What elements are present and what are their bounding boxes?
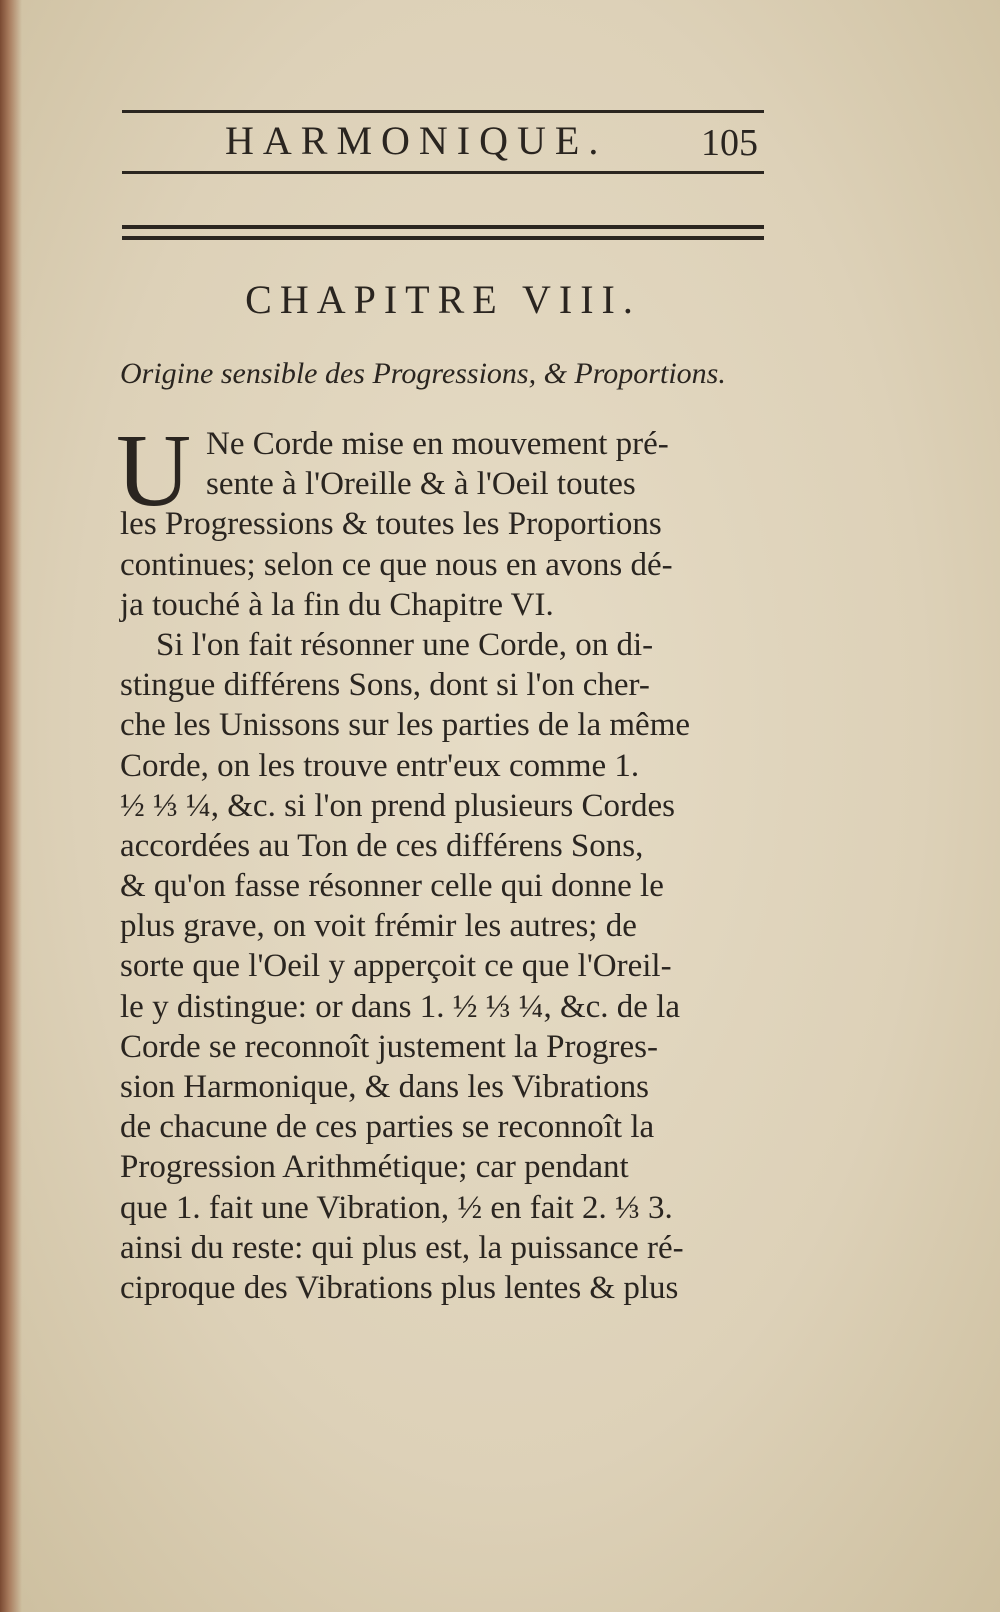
binding-shadow: [0, 0, 22, 1612]
text-line: sorte que l'Oeil y apperçoit ce que l'Oreil-: [120, 948, 672, 985]
text-line: continues; selon ce que nous en avons dé-: [120, 546, 673, 583]
header-rule-top: [122, 110, 764, 113]
text-line: sente à l'Oreille & à l'Oeil toutes: [206, 466, 636, 503]
text-line: ciproque des Vibrations plus lentes & plus: [120, 1269, 679, 1306]
text-line: accordées au Ton de ces différens Sons,: [120, 827, 644, 864]
chapter-subtitle: Origine sensible des Progressions, & Proportions.: [120, 357, 726, 390]
page-number: 105: [701, 122, 758, 164]
text-line: que 1. fait une Vibration, ½ en fait 2. ⅓ 3.: [120, 1189, 673, 1226]
ornament-rule-upper: [122, 225, 764, 229]
text-line: de chacune de ces parties se reconnoît la: [120, 1109, 655, 1146]
body-text: [116, 413, 768, 1308]
text-line: stingue différens Sons, dont si l'on cher-: [120, 667, 650, 704]
text-line: Ne Corde mise en mouvement pré-: [206, 426, 669, 462]
ornament-rule-lower: [122, 236, 764, 240]
text-line: che les Unissons sur les parties de la même: [120, 707, 691, 744]
text-line: plus grave, on voit frémir les autres; de: [120, 908, 637, 945]
chapter-title: CHAPITRE VIII.: [245, 277, 641, 322]
text-line: Progression Arithmétique; car pendant: [120, 1149, 629, 1186]
running-title: HARMONIQUE.: [225, 118, 608, 163]
text-line: Si l'on fait résonner une Corde, on di-: [156, 626, 654, 663]
text-line: Corde se reconnoît justement la Progres-: [120, 1028, 658, 1065]
text-line: & qu'on fasse résonner celle qui donne le: [120, 868, 664, 905]
text-line: le y distingue: or dans 1. ½ ⅓ ¼, &c. de la: [120, 988, 680, 1025]
text-line: ja touché à la fin du Chapitre VI.: [120, 586, 554, 623]
text-line: ainsi du reste: qui plus est, la puissance ré-: [120, 1229, 684, 1266]
header-rule-bottom: [122, 171, 764, 174]
running-head: [122, 114, 764, 168]
drop-cap: U: [116, 413, 192, 528]
text-line: les Progressions & toutes les Proportions: [120, 506, 662, 543]
text-line: ½ ⅓ ¼, &c. si l'on prend plusieurs Cordes: [120, 787, 675, 824]
text-line: sion Harmonique, & dans les Vibrations: [120, 1069, 650, 1105]
text-line: Corde, on les trouve entr'eux comme 1.: [120, 747, 640, 784]
